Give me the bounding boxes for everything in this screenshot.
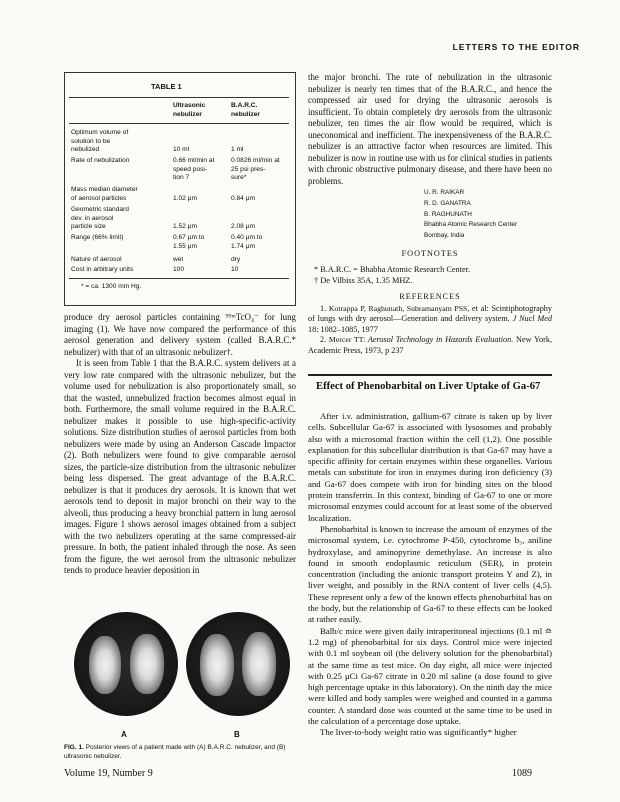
caption-label: FIG. 1.: [64, 744, 84, 751]
author-name: R. D. GANATRA: [424, 199, 471, 207]
footer-page-number: 1089: [512, 768, 532, 779]
right-column-text: [308, 72, 552, 187]
row-value: 0.40 μm to 1.74 μm: [231, 234, 263, 250]
lung-image-b: [186, 612, 290, 716]
row-value: wet: [173, 256, 184, 263]
author-name: B. RAGHUNATH: [424, 210, 472, 218]
row-value: 100: [173, 266, 185, 273]
table-1: [64, 72, 296, 306]
signature-block: [424, 188, 517, 242]
row-label: Optimum volume of solution to be nebulized: [71, 129, 129, 154]
author-name: U. R. RAIKAR: [424, 189, 465, 196]
left-paragraph-2: It is seen from Table 1 that the B.A.R.C. system delivers at a very low rate compared with the ultrasonic nebulizer, but the volume used for nebulization is also proportionately small, so that the wasted, unnebulized fraction becomes almost equal in both. Furthermore, the small volume required in the B.A.R.C. nebulizer makes it possible to use high-specific-activity solutions. Size distribution studies of aerosol particles from both nebulizers were made by using an Anderson Cascade Impactor (2). Both nebulizers were found to give comparable aerosol sizes, the particle-size distribution from the ultrasonic nebulizer being less dispersed. The great advantage of the B.A.R.C. nebulizer is that it produces dry aerosols. It is known that wet aerosols tend to deposit in major bronchi on their way to the alveoli, thus producing a heavy bronchial pattern in lung aerosol images. Figure 1 shows aerosol images obtained from a subject with the two nebulizers operating at the same compressed-air pressure. In both, the patient inhaled through the nose. As seen from the figure, the wet aerosol from the ultrasonic nebulizer tends to produce heavier deposition in: [64, 358, 296, 575]
article-paragraph-2: Phenobarbital is known to increase the amount of enzymes of the microsomal system, i.e. cytochrome P-450, cytochrome b₅, aniline hydroxylase, and aminopyrine demethylase. An increase is also found in smooth endoplasmic reticulum (SER), in protein concentration (including the anionic transport proteins Y and Z), in liver weight, and possibly in the RNA content of liver cells (4,5). These represent only a few of the known effects phenobarbital has on the body, but the relationship of Ga-67 to these effects can be looked at rather easily.: [308, 523, 552, 625]
row-label: Mass median diameter of aerosol particles: [71, 186, 138, 202]
reference-2: [308, 335, 552, 356]
row-value: 0.67 μm to 1.55 μm: [173, 234, 205, 250]
section-header: LETTERS TO THE EDITOR: [452, 42, 580, 52]
row-value: 1 ml: [231, 146, 244, 153]
row-value: 10 ml: [173, 146, 190, 153]
right-paragraph-1: the major bronchi. The rate of nebulization in the ultrasonic nebulizer is nearly ten times that of the B.A.R.C., and hence the compressed air used for drying the ultrasonic aerosols is insufficient. To obtain completely dry aerosols from the ultrasonic nebulizer, ten times the air flow would be required, which is uneconomical and inefficient. The inexpensiveness of the B.A.R.C. nebulizer is an attractive factor when resources are limited. This nebulizer is now in routine use with us for clinical studies in patients with chronic obstructive pulmonary disease, and there have been no problems.: [308, 72, 553, 186]
lung-image-a: [74, 612, 178, 716]
col1-header: Ultrasonic nebulizer: [173, 102, 206, 118]
footnote-item: * B.A.R.C. = Bhabha Atomic Research Center.: [314, 265, 471, 274]
references-heading: REFERENCES: [399, 292, 461, 301]
affiliation: Bhabha Atomic Research Center: [424, 221, 518, 229]
table-footnote: * = ca. 1300 mm Hg.: [81, 283, 142, 290]
ref-tail: 18: 1082–1085, 1977: [308, 324, 378, 334]
ref-tail: New York, Academic Press, 1973, p 237: [308, 335, 552, 355]
reference-1: [308, 304, 552, 335]
article-body: [308, 411, 552, 739]
caption-text: Posterior views of a patient made with (A) B.A.R.C. nebulizer, and (B) ultrasonic nebulizer.: [64, 744, 286, 760]
row-label: Rate of nebulization: [71, 157, 130, 164]
table-title: TABLE 1: [151, 82, 182, 91]
references-list: [308, 304, 552, 356]
figure-label-b: B: [234, 730, 240, 739]
row-label: Cost in arbitrary units: [71, 266, 134, 273]
footnote-item: † De Vilbiss 35A, 1.35 MHZ.: [314, 276, 413, 285]
row-value: 2.08 μm: [231, 223, 255, 230]
row-value: 0.84 μm: [231, 195, 255, 202]
article-title: Effect of Phenobarbital on Liver Uptake of Ga-67: [316, 381, 541, 392]
article-paragraph-4: The liver-to-body weight ratio was significantly* higher: [320, 727, 517, 738]
left-column-text: [64, 312, 296, 577]
article-paragraph-1: After i.v. administration, gallium-67 citrate is taken up by liver cells. Subcellular Ga-67 is associated with lysosomes and probably also with a microsomal fraction within the cell (1,2). One possible explanation for this subcellular distribution is that Ga-67 may have a specific affinity for certain enzymes within these organelles. Various metals can substitute for iron in enzymes during iron deficiency (3) and Ga-67 does compete with iron for binding sites on the blood protein transferrin. In this context, binding of Ga-67 to one or more microsomal enzymes could account for at least some of the observed localization.: [308, 411, 552, 523]
row-label: Geometric standard dev. in aerosol particle size: [71, 206, 129, 231]
ref-number: 1.: [320, 304, 327, 313]
row-value: 10: [231, 266, 239, 273]
row-value: dry: [231, 256, 241, 263]
row-value: 1.52 μm: [173, 223, 197, 230]
col2-header: B.A.R.C. nebulizer: [231, 102, 260, 118]
row-value: 1.02 μm: [173, 195, 197, 202]
ref-title: Aerosol Technology in Hazards Evaluation.: [365, 335, 514, 345]
figure-label-a: A: [121, 730, 127, 739]
footer-volume: Volume 19, Number 9: [64, 768, 153, 779]
ref-text: et al: Scintiphotography of lungs with dry aerosol—Generation and delivery system.: [308, 304, 552, 324]
footnotes-list: [314, 264, 552, 286]
row-label: Range (66% limit): [71, 234, 124, 241]
ref-journal: J Nucl Med: [509, 314, 552, 324]
article-paragraph-3: Balb/c mice were given daily intraperitoneal injections (0.1 ml ≏ 1.2 mg) of phenobarbital for six days. Control mice were injected with 0.1 ml soybean oil (the delivery solution for the phenobarbital) at the same time as test mice. On day eight, all mice were injected with 0.25 μCi Ga-67 citrate in 0.20 ml saline (a dose found to give high percentage uptake in this laboratory). On the ninth day the mice were killed and body samples were weighed and counted in a gamma counter. A standard dose was counted at the same time to be used in the calculation of a percentage dose uptake.: [308, 625, 552, 727]
ref-authors: Mercer TT:: [328, 335, 366, 345]
ref-authors: Kotrappa P, Raghunath, Subramanyam PSS,: [328, 304, 470, 313]
row-label: Nature of aerosol: [71, 256, 122, 263]
row-value: 0.66 ml/min at speed posi- tion 7: [173, 157, 215, 182]
row-value: 0.0826 ml/min at 25 psi pres- sure*: [231, 157, 280, 182]
footnotes-heading: FOOTNOTES: [401, 249, 459, 258]
left-paragraph-1: produce dry aerosol particles containing ⁹⁹ᵐTcO₄⁻ for lung imaging (1). We have now compared the performance of this aerosol generation and delivery system (called B.A.R.C.* nebulizer) with that of an ultrasonic nebulizer†.: [64, 312, 296, 357]
figure-caption: [64, 744, 296, 761]
ref-number: 2.: [320, 335, 327, 345]
location: Bombay, India: [424, 232, 465, 240]
